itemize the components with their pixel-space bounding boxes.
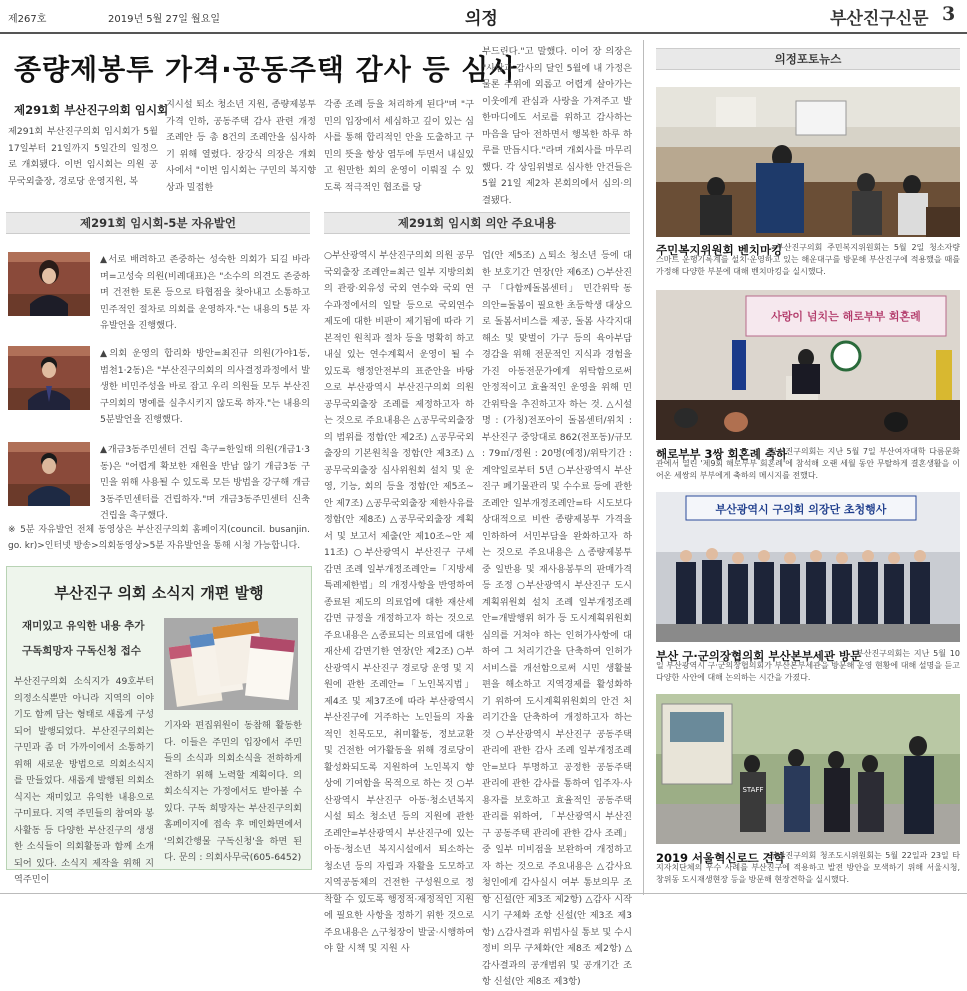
- paper-name: 부산진구신문: [830, 9, 929, 29]
- page-number: 3: [942, 3, 956, 25]
- photo-benchmark: [656, 87, 960, 237]
- lead-col-3: 각종 조례 등을 처리하게 된다"며 "구민의 입장에서 세심하고 깊이 있는 심사를 통해 합리적인 안을 도출하고 구민의 뜻을 항상 염두에 두면서 내실있고 원만한 회의 운영이 이뤄질 수 있도록 적극적인 협조를 당: [324, 99, 474, 193]
- photo-seoul-caption: 부산진구의회 청조도시위원회는 5월 22일과 23일 타 지자치단체의 우수 사례를 부산진구에 적용하고 발전 방안을 모색하기 위해 서울시청, 창위동 도시재생현장 등을 방문해 현장견학을 실시했다.: [656, 851, 960, 884]
- speaker-photo-1: [8, 252, 90, 316]
- photo-news-bar: 의정포토뉴스: [656, 48, 960, 70]
- speech-item-3: ▲개금3동주민센터 건립 촉구=한일태 의원(개금1·3동)은 "어렵게 확보한 재원을 반납 않기 개금3동 구민을 위해 사용될 수 있도록 모든 방법을 강구해 개금3동주민센터를 건립하자."며 개금3동주민센터 신축 건립을 촉구했다.: [100, 444, 310, 521]
- photo-benchmark-caption: 부산진구의회 주민복지위원회는 5월 2일 청소자량 스마트 운행기록계를 설치·운영하고 있는 해운대구를 방문해 부산진구에 적용했을 때를 가정해 다양한 부분에 대해 벤치마킹을 실시했다.: [656, 243, 960, 276]
- speaker-photo-3: [8, 442, 90, 506]
- lead-col-1: 제291회 부산진구의회 임시회가 5월 17일부터 21일까지 5일간의 일정으로 개회됐다. 이번 임시회는 의원 공무국외출장, 경로당 운영지원, 복: [8, 126, 158, 187]
- photo-wedding-caption: 부산진구의회는 지난 5월 7일 부산여자대학 다름문화관에서 열린 '제9회 해로부부 회혼례'에 참석해 오랜 세월 동안 무탈하게 결혼생활을 이어온 세쌍의 부부에게 축하의 메시지를 전했다.: [656, 447, 960, 480]
- newsletter-sub-1: 재미있고 유익한 내용 추가: [22, 620, 145, 632]
- photo-seoul-title: 2019 서울혁신로드 견학: [656, 851, 785, 865]
- photo-customs-caption: 부산진구의회는 지난 5월 10일 부산광역시 구·군의장협의회가 부산본부세관을 방문해 운영 현황에 대해 설명을 듣고 다양한 사안에 대해 논의하는 시간을 가졌다.: [656, 649, 960, 682]
- lead-subhead: 제291회 부산진구의회 임시회: [14, 103, 169, 117]
- issue-date: 2019년 5월 27일 월요일: [108, 14, 221, 25]
- newsletter-sub-2: 구독희망자 구독신청 접수: [22, 645, 141, 657]
- newsletter-title: 부산진구 의회 소식지 개편 발행: [54, 584, 264, 602]
- photo-seoul-tour: [656, 694, 960, 844]
- customs-banner-text: 부산광역시 구의회 의장단 초청행사: [715, 503, 887, 516]
- lead-headline: 종량제봉투 가격·공동주택 감사 등 심사: [14, 53, 518, 86]
- photo-customs-title: 부산 구·군의장협의회 부산본부세관 방문: [656, 649, 862, 663]
- newsletter-col-2: 기자와 편집위원이 동참해 활동한다. 이들은 주민의 입장에서 주민들의 소식과 의회소식을 전하하게 전하기 위해 노력할 계획이다. 의회소식지는 가정에서도 받아볼 수 있다. 구독 희망자는 부산진구의회 홈페이지에 접속 후 메인화면에서 '의회간행물 구독신청'을 하면 된다. 문의 : 의회사무국(605-6452): [164, 720, 302, 863]
- staff-vest-text: STAFF: [742, 786, 764, 794]
- photo-wedding: [656, 290, 960, 440]
- agenda-col-2: 업(안 제5조) △퇴소 청소년 등에 대한 보호기간 연장(안 제6조) ○부산진구 「다함께돌봄센터」 민간위탁 동의안=돌봄이 필요한 초등학생 대상으로 돌봄서비스를 제공, 돌봄 사각지대 해소 및 맞벌이 가구 등의 육아부담 경감을 위해 전문적인 지식과 경험을 가진 아동전문가에게 위탁함으로써 안정적이고 효율적인 운영을 위해 민간위탁을 추진하고자 하는 것. △시설명 : (가칭)전포아이 돌봄센터/위치 : 부산진구 중앙대로 862(전포동)/규모 : 79㎡/정원 : 20명(예정)/위탁기간 : 계약일로부터 5년 ○부산광역시 부산진구 폐기물관리 및 수수료 등에 관한 조례안 일부개정조례안=타 시도보다 상대적으로 비싼 종량제봉투 가격을 인하하여 서민부담을 완화하고자 하는 것으로 주요내용은 △종량제봉투 중 일반용 및 재사용봉투의 판매가격 등 조정 ○부산광역시 부산진구 도시계획위원회 설치 조례 일부개정조례안=개발행위 허가 등 도시계획위원회 심의를 거쳐야 하는 인허가사항에 대하여 그 처리기간을 단축하여 인허가서비스를 개선함으로써 시민 생활불편을 해소하고 지역경제를 활성화하기 위하여 도시계획위원회의 안건 처리기간을 단축하여 개정하고자 하는 것 ○부산광역시 부산진구 공동주택 관리에 관한 감사 조례 일부개정조례안=보다 투명하고 공정한 공동주택 관리에 관한 감사를 통하여 입주자·사용자를 보호하고 효율적인 공동주택 관리를 위하여, 「부산광역시 부산진구 공동주택 관리에 관한 감사 조례」중 일부 미비점을 보완하여 개정하고자 하는 것으로 주요내용은 △감사요청인에게 감사실시 여부 통보의무 조항 신설(안 제3조 제2항) △감사 시작 시기 구체화 조항 신설(안 제3조 제3항) △감사결과 위법사실 통보 및 수시정비 의무 구체화(안 제8조 제2항) △감사결과의 공개범위 및 공개기간 조항 신설(안 제8조 제3항): [482, 250, 632, 987]
- column-divider: [643, 40, 644, 895]
- photo-benchmark-title: 주민복지위원회 벤치마킹: [656, 243, 783, 257]
- speaker-photo-2: [8, 346, 90, 410]
- speech-item-2: ▲의회 운영의 합리화 방안=최진규 의원(가야1동, 범천1·2동)은 "부산진구의회의 의사결정과정에서 발생한 비민주성을 바로 잡고 우리 의원들 모두 부산진구의회의 명예를 실추시키지 않도록 하자."는 내용의 5분발언을 진행했다.: [100, 348, 310, 425]
- newsletter-col-1: 부산진구의회 소식지가 49호부터 의정소식뿐만 아니라 지역의 이야기도 함께 담는 형태로 새롭게 구성되어 발행되었다. 부산진구의회는 구민과 좀 더 가까이에서 소통하기 위해 새로운 방법으로 의회소식지를 만들었다. 새롭게 발행된 의회소식지는 재미있고 유익한 내용으로 구미료다. 지역 주민들의 참여와 봉사활동 등 다양한 부산진구의 생생한 소식들이 의회활동과 함께 소개되어 있다. 소식지 제작을 위해 지역주민이: [14, 676, 154, 885]
- photo-wedding-title: 해로부부 3쌍 회혼례 축하: [656, 447, 788, 461]
- speech-section-bar: 제291회 임시회-5분 자유발언: [6, 212, 310, 234]
- lead-col-4: 부드린다."고 말했다. 이어 장 의장은 "사람과 감사의 달인 5월에 내 가정은 물론 주위에 외롭고 어렵게 살아가는 이웃에게 관심과 사랑을 가져주고 발 한마디에도 서로를 위하고 감사하는 마음을 담아 전하면서 행복한 하루 하루를 만듭시다."라며 개회사를 마무리했다. 각 상임위별로 심사한 안건들은 5월 21일 제2차 본회의에서 심의·의결됐다.: [482, 46, 632, 206]
- newsletter-cover-image: [164, 618, 298, 710]
- wedding-banner-text: 사랑이 넘치는 해로부부 회혼례: [771, 310, 921, 323]
- issue-number: 제267호: [8, 14, 47, 25]
- agenda-col-1: ○부산광역시 부산진구의회 의원 공무국외출장 조례안=최근 일부 지방의회의 관광·외유성 국외 연수와 국외 연수과정에서의 일탈 등으로 국외연수제도에 대한 비판이 제기됨에 따라 기본적인 원칙과 절차 등을 명확히 하고 내실 있는 연수계획서 운영이 될 수 있도록 행정안전부의 표준안을 바탕으로 부산광역시 부산진구의회 의원 공무국외출장 조례를 제정하고자 하는 것으로 주요내용은 △공무국외출장의 범위를 정함(안 제2조) △공무국외출장의 기본원칙을 정함(안 제3조) △공무국외출장 심사위원회 설치 및 운영, 기능, 회의 등을 정함(안 제5조~안 제7조) △공무국외출장 제한사유를 정함(안 제8조) △공무국외출장 계획서 및 보고서 제출(안 제10조~안 제11조) ○부산광역시 부산진구 구세 감면 조례 일부개정조례안=「지방세특례제한법」의 개정사항을 반영하여 종료된 제도의 의료업에 대한 재산세 감면 규정을 개정하고자 하는 것으로 주요내용은 △종료되는 의료업에 대한 재산세 감면기한 연장(안 제2조) ○부산광역시 부산진구 경로당 운영 및 지원에 관한 조례안=「노인복지법」 제4조 및 제37조에 따라 부산광역시 부산진구에 거주하는 노인들의 자율적인 친목도모, 취미활동, 정보교환 및 건전한 여가활동을 위해 경로당이 활성화되도록 지원하여 노인복지 향상에 기여함을 목적으로 하는 것 ○부산광역시 부산진구 아동·청소년복지시설 퇴소 청소년 등의 지원에 관한 조례안=부산광역시 부산진구에 있는 아동·청소년 복지시설에서 퇴소하는 청소년 등의 자립과 자활을 도모하고 지역공동체의 건전한 구성원으로 정착할 수 있도록 행정적·재정적인 지원에 필요한 사항을 정하기 위한 것으로 주요내용은 △구청장이 발굴·시행하여야 할 시책 및 지원 사: [324, 250, 474, 954]
- speech-note: ※ 5분 자유발언 전체 동영상은 부산진구의회 홈페이지(council. busanjin. go. kr)>인터넷 방송>의회동영상>5분 자유발언을 통해 시청 가능합니다.: [8, 525, 310, 551]
- lead-col-2: 지시설 퇴소 청소년 지원, 종량제봉투 가격 인하, 공동주택 감사 관련 개정조례안 등 총 8건의 조례안을 심사하기 위해 열렸다. 장강식 의장은 개회사에서 "이번 임시회는 구민의 복지향상과 밀접한: [166, 99, 316, 193]
- agenda-section-bar: 제291회 임시회 의안 주요내용: [324, 212, 630, 234]
- section-title: 의정: [465, 9, 498, 29]
- speech-item-1: ▲서로 배려하고 존중하는 성숙한 의회가 되길 바라며=고성숙 의원(비례대표)은 "소수의 의견도 존중하며 건전한 토론 등으로 타협점을 찾아내고 소통하고 민주적인 절차로 의회를 운영하자."는 내용의 5분 자유발언을 진행했다.: [100, 254, 310, 331]
- masthead: [0, 0, 967, 34]
- bottom-rule: [0, 893, 967, 894]
- photo-customs: [656, 492, 960, 642]
